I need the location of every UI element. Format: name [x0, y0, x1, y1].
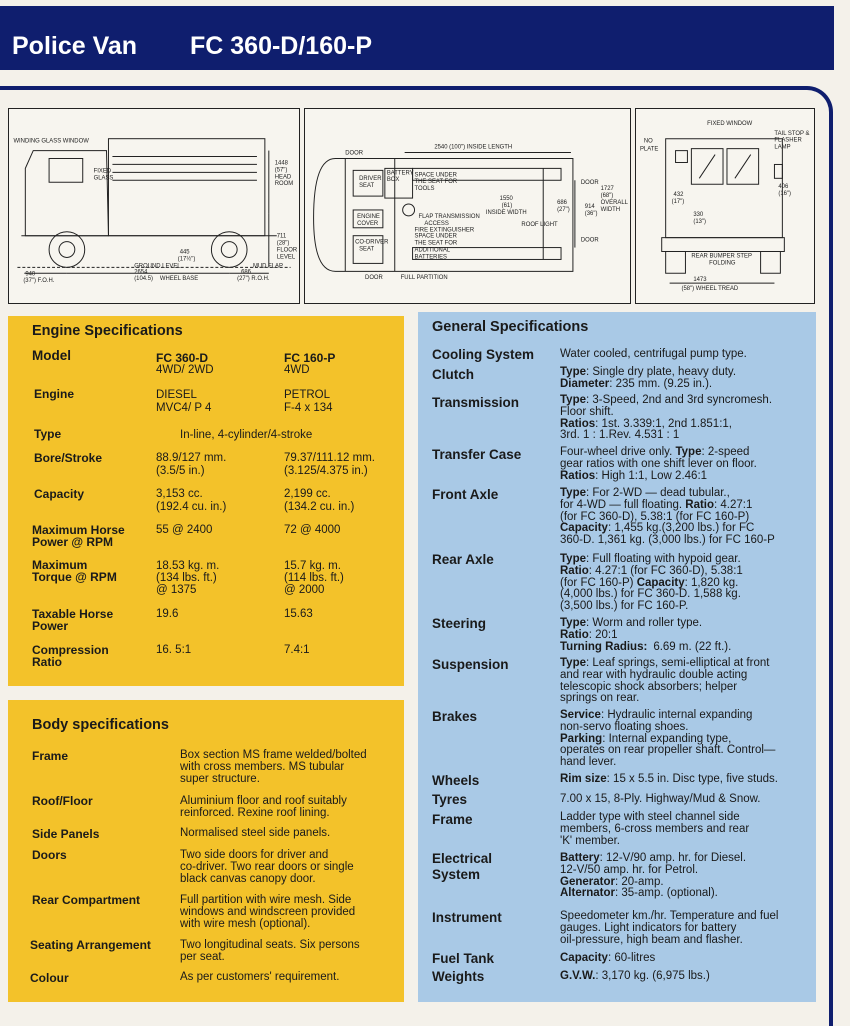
gen-front-l4: : 1,455 kg.(3,200 lbs.) for FC — [607, 522, 755, 535]
gen-steering-v2: : 20:1 — [588, 628, 618, 641]
label-additional: ADDITIONAL — [414, 247, 451, 254]
label-door-top: DOOR — [345, 150, 364, 157]
label-plate: PLATE — [639, 146, 659, 153]
engine-row-torque-c2b: (114 lbs. ft.) — [284, 572, 344, 584]
gen-brakes-k1: Service — [560, 709, 601, 721]
gen-brakes-v3: : Internal expanding type, — [602, 732, 732, 745]
gen-front-l3: (for FC 360-D), 5.38:1 (for FC 160-P) — [560, 510, 750, 523]
gen-clutch-v1: : Single dry plate, heavy duty. — [586, 366, 737, 378]
label-space-under-1: SPACE UNDER — [414, 172, 457, 179]
dim-2654: 2654 — [134, 269, 148, 276]
gen-brakes-label: Brakes — [432, 709, 478, 724]
gen-suspension-values — [560, 658, 816, 705]
engine-row-bore-c1: 88.9/127 mm. — [156, 452, 227, 464]
gen-fuel-k1: Capacity — [560, 952, 608, 964]
body-row-roof-v1: Aluminium floor and roof suitably — [180, 795, 347, 807]
dim-940-in: (37") F.O.H. — [23, 278, 55, 285]
gen-weights-k1: G.V.W. — [560, 970, 596, 982]
engine-row-capacity-c2b: (134.2 cu. in.) — [284, 501, 355, 513]
engine-row-capacity-c1b: (192.4 cu. in.) — [156, 501, 227, 513]
gen-transmission-k1: Type — [560, 394, 586, 406]
label-door-bottom: DOOR — [365, 275, 383, 282]
side-view-drawing — [8, 108, 300, 304]
label-folding: FOLDING — [709, 260, 736, 267]
gen-electrical-k4: Alternator — [560, 887, 615, 900]
gen-front-axle-values — [560, 488, 816, 547]
gen-steering-k2: Ratio — [560, 628, 589, 641]
gen-transmission-l4: 3rd. 1 : 1.Rev. 4.531 : 1 — [560, 429, 680, 442]
gen-transfer-l1b: : 2-speed — [701, 446, 750, 458]
body-specifications-panel — [8, 700, 404, 1002]
dim-711-in: (28") — [276, 240, 290, 247]
label-codriver: CO-DRIVER — [355, 239, 389, 246]
dim-686: 686 — [241, 269, 251, 276]
gen-front-k4: Capacity — [560, 522, 608, 535]
dim-940: 940 — [25, 271, 36, 278]
gen-rear-l3b: : 1,820 kg. — [684, 576, 739, 589]
engine-row-compression-label: Compression — [32, 643, 109, 657]
gen-front-l2a: for 4-WD — full floating. — [560, 498, 686, 511]
body-row-frame-v2: with cross members. MS tubular — [180, 761, 345, 773]
label-driver-seat: SEAT — [359, 183, 375, 190]
engine-row-capacity-label: Capacity — [34, 487, 85, 501]
gen-front-axle-label: Front Axle — [432, 487, 499, 502]
label-overall: OVERALL — [600, 200, 628, 207]
label-roof-light: ROOF LIGHT — [521, 221, 558, 228]
body-row-rear-label: Rear Compartment — [32, 893, 141, 907]
engine-row-torque-c1: 18.53 kg. m. — [156, 560, 220, 572]
gen-brakes-values — [560, 710, 816, 769]
gen-transfer-label: Transfer Case — [432, 447, 522, 462]
body-row-roof-v2: reinforced. Rexine roof lining. — [180, 807, 330, 819]
gen-suspension-k1: Type — [560, 657, 586, 669]
engine-row-hp-c2: 72 @ 4000 — [284, 524, 341, 536]
gen-tyres-value: 7.00 x 15, 8-Ply. Highway/Mud & Snow. — [560, 793, 761, 805]
gen-instrument-l2: gauges. Light indicators for battery — [560, 921, 737, 934]
gen-transmission-l2: Floor shift. — [560, 405, 614, 418]
engine-row-model-c2b: 4WD — [284, 364, 310, 376]
gen-rear-l3a: (for FC 160-P) — [560, 576, 637, 589]
gen-clutch-k2: Diameter — [560, 377, 610, 390]
label-fire-extinguisher: FIRE EXTINGUISHER — [414, 227, 475, 234]
dim-445-in: (17½") — [177, 256, 196, 263]
body-row-frame-v1: Box section MS frame welded/bolted — [180, 749, 367, 761]
gen-electrical-label: Electrical — [432, 851, 493, 866]
gen-frame-label: Frame — [432, 812, 473, 827]
gen-brakes-v1: : Hydraulic internal expanding — [600, 709, 753, 721]
gen-frame-l1: Ladder type with steel channel side — [560, 811, 740, 823]
engine-row-compression-c2: 7.4:1 — [284, 644, 310, 656]
body-row-doors-label: Doors — [32, 848, 67, 862]
gen-cooling-value: Water cooled, centrifugal pump type. — [560, 348, 747, 360]
engine-row-taxable-c2: 15.63 — [284, 608, 313, 620]
label-tail-stop: TAIL STOP & — [774, 130, 810, 137]
gen-rear-v2: : 4.27:1 (for FC 360-D), 5.38:1 — [588, 564, 743, 577]
body-row-sidepanels-label: Side Panels — [32, 827, 100, 841]
body-row-colour-v1: As per customers' requirement. — [180, 971, 340, 983]
gen-clutch-v2: : 235 mm. (9.25 in.). — [609, 377, 713, 390]
rear-view-drawing — [635, 108, 815, 304]
gen-transfer-values — [560, 447, 816, 482]
gen-rear-v1: : Full floating with hypoid gear. — [586, 553, 741, 565]
gen-suspension-l2: and rear with hydraulic double acting — [560, 668, 748, 681]
gen-electrical-l2: 12-V/50 amp. hr. for Petrol. — [560, 863, 699, 876]
label-lamp: LAMP — [774, 144, 791, 151]
gen-brakes-l2: non-servo floating shoes. — [560, 720, 689, 733]
body-row-frame-v3: super structure. — [180, 773, 260, 785]
label-no: NO — [643, 138, 653, 145]
engine-row-engine-c1: DIESEL — [156, 389, 197, 401]
gen-electrical-label2: System — [432, 867, 481, 882]
gen-instrument-label: Instrument — [432, 910, 502, 925]
gen-weights-v1: : 3,170 kg. (6,975 lbs.) — [595, 970, 710, 982]
engine-row-model-c1: FC 360-D — [156, 351, 209, 365]
gen-brakes-l4: operates on rear propeller shaft. Control— — [560, 744, 776, 757]
gen-brakes-l5: hand lever. — [560, 756, 617, 769]
gen-steering-v3: 6.69 m. (22 ft.). — [653, 640, 732, 653]
page-title: Police Van — [12, 32, 138, 60]
engine-row-torque-c2c: @ 2000 — [284, 584, 325, 596]
gen-steering-label: Steering — [432, 616, 487, 631]
engine-specifications-panel — [8, 316, 404, 686]
label-winding-window: WINDING GLASS WINDOW — [13, 138, 89, 145]
gen-suspension-l4: springs on rear. — [560, 692, 640, 705]
gen-rear-l5: (3,500 lbs.) for FC 160-P. — [560, 600, 689, 613]
label-glass: GLASS — [93, 175, 114, 182]
general-specifications-panel — [418, 312, 816, 1002]
label-access: ACCESS — [424, 220, 449, 227]
label-rear-bumper-step: REAR BUMPER STEP — [691, 253, 752, 260]
gen-fuel-v1: : 60-litres — [607, 952, 656, 964]
plan-view-svg — [305, 109, 630, 303]
label-door-right: DOOR — [580, 180, 599, 187]
engine-row-hp-c1: 55 @ 2400 — [156, 524, 213, 536]
label-tools: TOOLS — [414, 186, 435, 193]
gen-transmission-k3: Ratios — [560, 417, 596, 430]
gen-electrical-k3: Generator — [560, 875, 615, 888]
gen-wheels-values — [560, 774, 816, 786]
gen-electrical-k1: Battery — [560, 852, 600, 864]
body-row-doors-v1: Two side doors for driver and — [180, 849, 329, 861]
engine-specifications-title: Engine Specifications — [32, 323, 183, 339]
gen-fuel-values — [560, 953, 816, 965]
label-battery: BATTERY — [386, 170, 414, 177]
gen-cooling-label: Cooling System — [432, 347, 535, 362]
dim-406-in: (16") — [778, 191, 792, 198]
body-row-doors-v2: co-driver. Two rear doors or single — [180, 861, 354, 873]
gen-instrument-l3: oil-pressure, high beam and flasher. — [560, 933, 743, 946]
label-width: WIDTH — [600, 206, 621, 213]
general-specifications-title: General Specifications — [432, 319, 589, 335]
label-level: LEVEL — [276, 254, 296, 261]
gen-rear-k2: Ratio — [560, 564, 589, 577]
dim-711: 711 — [276, 233, 287, 240]
gen-clutch-label: Clutch — [432, 367, 474, 382]
gen-front-k1: Type — [560, 487, 586, 499]
label-codriver-seat: SEAT — [359, 246, 375, 253]
side-view-svg — [9, 109, 299, 303]
engine-row-torque-label2: Torque @ RPM — [32, 570, 117, 584]
plan-view-drawing — [304, 108, 631, 304]
gen-transfer-l2: gear ratios with one shift lever on floor. — [560, 457, 757, 470]
label-batteries: BATTERIES — [414, 254, 448, 261]
gen-steering-v1: : Worm and roller type. — [586, 617, 703, 629]
gen-electrical-v4: : 35-amp. (optional). — [614, 887, 718, 900]
dim-914: 914 — [584, 203, 595, 210]
body-row-roof-label: Roof/Floor — [32, 794, 93, 808]
label-floor: FLOOR — [276, 247, 298, 254]
gen-rear-axle-values — [560, 554, 816, 613]
dim-1473-in: (58") WHEEL TREAD — [681, 286, 739, 293]
dim-2540: 2540 (100") INSIDE LENGTH — [434, 144, 513, 151]
engine-row-bore-label: Bore/Stroke — [34, 451, 103, 465]
label-engine: ENGINE — [357, 213, 380, 220]
gen-transmission-values — [560, 395, 816, 442]
gen-frame-l2: members, 6-cross members and rear — [560, 822, 750, 835]
engine-row-hp-label: Maximum Horse — [32, 523, 125, 537]
gen-weights-values — [560, 971, 816, 983]
engine-row-model-label: Model — [32, 348, 71, 363]
body-row-sidepanels-v1: Normalised steel side panels. — [180, 827, 331, 839]
gen-transmission-v3: : 1st. 3.339:1, 2nd 1.851:1, — [595, 417, 732, 430]
dim-686-in: (27") R.O.H. — [237, 276, 270, 283]
engine-row-engine-c2b: F-4 x 134 — [284, 402, 333, 414]
label-wheel-base: WHEEL BASE — [159, 276, 199, 283]
dim-686-plan: 686 — [557, 200, 567, 207]
engine-row-hp-label2: Power @ RPM — [32, 535, 114, 549]
gen-rear-k1: Type — [560, 553, 586, 565]
label-space-seat-2: THE SEAT FOR — [414, 240, 458, 247]
gen-front-v1: : For 2-WD — dead tubular., — [586, 487, 730, 499]
label-space-seat-1: THE SEAT FOR — [414, 179, 458, 186]
gen-weights-label: Weights — [432, 969, 485, 984]
label-door-right-2: DOOR — [580, 237, 599, 244]
gen-transfer-k3: Ratios — [560, 469, 596, 482]
body-specifications-title: Body specifications — [32, 717, 169, 733]
model-title: FC 360-D/160-P — [190, 32, 373, 60]
engine-row-bore-c1b: (3.5/5 in.) — [156, 465, 205, 477]
engine-row-type-label: Type — [34, 427, 62, 441]
gen-electrical-v1: : 12-V/90 amp. hr. for Diesel. — [599, 852, 747, 864]
gen-clutch-values — [560, 367, 816, 391]
gen-clutch-k1: Type — [560, 366, 586, 378]
dim-330-in: (13") — [693, 218, 706, 225]
body-row-seating-label: Seating Arrangement — [30, 938, 151, 952]
gen-transfer-k1: Type — [675, 446, 702, 458]
dim-1448: 1448 — [274, 160, 288, 167]
label-engine-cover: COVER — [357, 220, 379, 227]
engine-row-torque-c1c: @ 1375 — [156, 584, 197, 596]
body-row-seating-v1: Two longitudinal seats. Six persons — [180, 939, 360, 951]
label-flap-transmission: FLAP TRANSMISSION — [418, 213, 480, 220]
gen-suspension-label: Suspension — [432, 657, 509, 672]
label-head: HEAD — [274, 174, 292, 181]
dim-1727-in: (68") — [600, 193, 614, 200]
gen-transmission-v1: : 3-Speed, 2nd and 3rd syncromesh. — [586, 394, 773, 406]
engine-row-taxable-label: Taxable Horse — [32, 607, 114, 621]
gen-instrument-l1: Speedometer km./hr. Temperature and fuel — [560, 910, 779, 922]
dim-330: 330 — [693, 211, 704, 218]
engine-row-torque-c1b: (134 lbs. ft.) — [156, 572, 217, 584]
engine-row-bore-c2b: (3.125/4.375 in.) — [284, 465, 368, 477]
engine-row-engine-c2: PETROL — [284, 389, 331, 401]
gen-steering-values — [560, 618, 816, 653]
gen-wheels-k1: Rim size — [560, 773, 607, 785]
gen-rear-axle-label: Rear Axle — [432, 552, 494, 567]
label-full-partition: FULL PARTITION — [400, 275, 448, 282]
gen-electrical-values — [560, 853, 816, 900]
rear-view-svg — [636, 109, 814, 303]
dim-406: 406 — [778, 184, 789, 191]
engine-row-capacity-c1: 3,153 cc. — [156, 488, 203, 500]
label-flasher: FLASHER — [774, 137, 802, 144]
body-row-frame-label: Frame — [32, 749, 69, 763]
dim-686-plan-in: (27") — [557, 206, 570, 213]
engine-row-model-c1b: 4WD/ 2WD — [156, 364, 214, 376]
gen-frame-l3: 'K' member. — [560, 834, 620, 847]
gen-transmission-label: Transmission — [432, 395, 520, 410]
dim-2654-in: (104.5) — [134, 276, 153, 283]
gen-suspension-l3: telescopic shock absorbers; helper — [560, 680, 738, 693]
body-row-colour-label: Colour — [30, 971, 69, 985]
gen-tyres-label: Tyres — [432, 792, 468, 807]
engine-row-taxable-c1: 19.6 — [156, 608, 179, 620]
gen-suspension-v1: : Leaf springs, semi-elliptical at front — [586, 657, 770, 669]
dim-432-in: (17") — [671, 199, 685, 206]
label-fixed: FIXED — [93, 168, 112, 175]
gen-front-l5: 360-D. 1,361 kg. (3,000 lbs.) for FC 160-P — [560, 534, 775, 547]
gen-transfer-v3: : High 1:1, Low 2.46:1 — [595, 469, 708, 482]
gen-wheels-label: Wheels — [432, 773, 480, 788]
gen-brakes-k3: Parking — [560, 732, 603, 745]
engine-row-compression-label2: Ratio — [32, 655, 62, 669]
dim-1448-in: (57") — [274, 167, 288, 174]
label-mud-flap: MUD FLAP — [252, 263, 283, 270]
gen-rear-k3: Capacity — [636, 576, 685, 589]
label-ground-level: GROUND LEVEL — [134, 263, 181, 270]
dim-914-in: (36") — [584, 210, 598, 217]
dim-1550: 1550 — [499, 196, 513, 203]
label-room: ROOM — [274, 181, 294, 188]
dim-432: 432 — [673, 192, 684, 199]
body-row-seating-v2: per seat. — [180, 951, 225, 963]
label-inside-width: INSIDE WIDTH — [485, 209, 527, 216]
engine-row-compression-c1: 16. 5:1 — [156, 644, 192, 656]
engine-row-type-value: In-line, 4-cylinder/4-stroke — [180, 429, 313, 441]
engine-row-torque-c2: 15.7 kg. m. — [284, 560, 341, 572]
label-space-under-2: SPACE UNDER — [414, 233, 457, 240]
gen-electrical-v3: : 20-amp. — [614, 875, 664, 888]
body-row-rear-v2: windows and windscreen provided — [180, 906, 356, 918]
label-fixed-window: FIXED WINDOW — [707, 120, 753, 127]
engine-row-capacity-c2: 2,199 cc. — [284, 488, 331, 500]
engine-row-bore-c2: 79.37/111.12 mm. — [284, 452, 375, 464]
dim-1550-in: (61) — [501, 202, 513, 209]
gen-instrument-values — [560, 911, 816, 946]
body-row-doors-v3: black canvas canopy door. — [180, 873, 316, 885]
dim-445: 445 — [179, 249, 190, 256]
engine-row-torque-label: Maximum — [32, 558, 88, 572]
body-row-rear-v3: with wire mesh (optional). — [180, 918, 311, 930]
gen-rear-l4: (4,000 lbs.) for FC 360-D. 1,588 kg. — [560, 588, 741, 601]
body-row-rear-v1: Full partition with wire mesh. Side — [180, 894, 352, 906]
label-driver: DRIVER — [359, 176, 382, 183]
gen-front-k2: Ratio — [685, 498, 715, 511]
engine-row-taxable-label2: Power — [32, 619, 69, 633]
label-battery-box: BOX — [386, 177, 400, 184]
gen-front-l2b: : 4.27:1 — [714, 498, 753, 511]
gen-fuel-label: Fuel Tank — [432, 951, 495, 966]
engine-row-engine-c1b: MVC4/ P 4 — [156, 402, 212, 414]
technical-drawings — [8, 108, 816, 304]
gen-wheels-v1: : 15 x 5.5 in. Disc type, five studs. — [606, 773, 778, 785]
gen-transfer-l1a: Four-wheel drive only. — [560, 446, 676, 458]
gen-steering-k1: Type — [560, 617, 586, 629]
engine-row-model-c2: FC 160-P — [284, 351, 336, 365]
page-header — [0, 6, 834, 70]
gen-steering-k3: Turning Radius: — [560, 640, 648, 653]
dim-1473: 1473 — [693, 277, 707, 284]
gen-frame-values — [560, 812, 816, 847]
engine-row-engine-label: Engine — [34, 387, 75, 401]
dim-1727: 1727 — [600, 186, 614, 193]
